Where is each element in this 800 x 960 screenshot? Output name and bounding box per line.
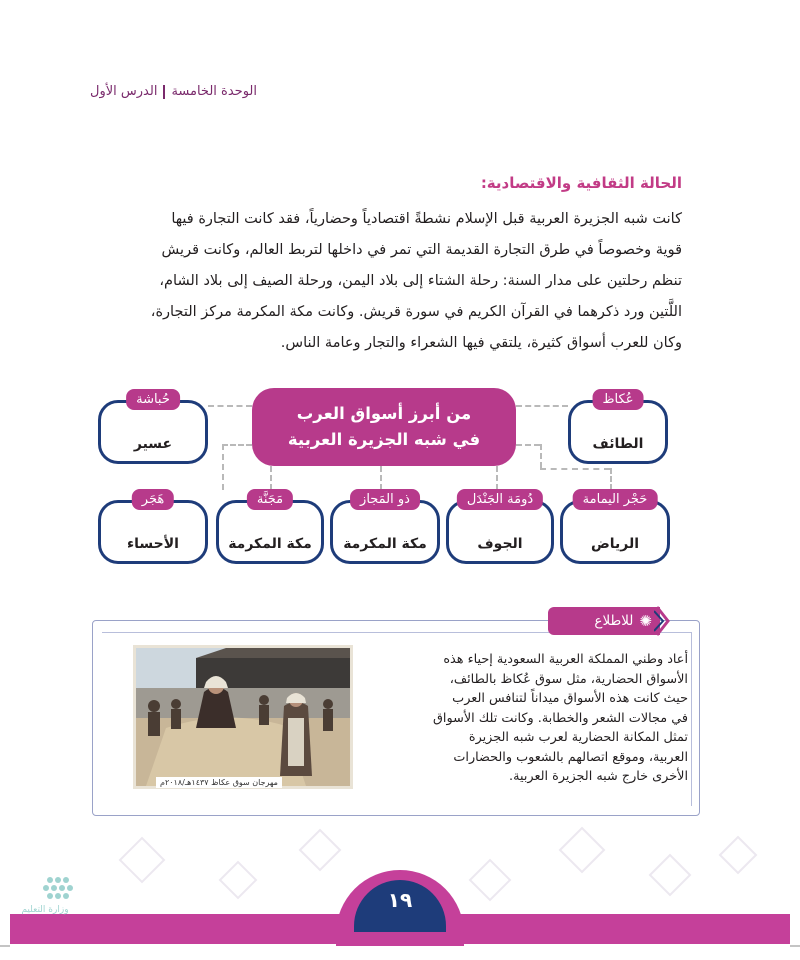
market-place: مكة المكرمة (343, 536, 427, 552)
connector-line (496, 466, 498, 490)
chevron-left-icon (654, 605, 670, 637)
market-place: الرياض (590, 536, 640, 552)
info-paragraph (372, 650, 688, 787)
body-line: تنظم رحلتين على مدار السنة: رحلة الشتاء إلى بلاد اليمن، ورحلة الصيف إلى بلاد الشام، (159, 273, 682, 289)
connector-line (270, 466, 272, 490)
body-line: اللَّتين ورد ذكرهما في القرآن الكريم في سورة قريش. وكانت مكة المكرمة مركز التجارة، (150, 304, 682, 320)
info-line: حيث كانت هذه الأسواق ميداناً لتنافس العرب (452, 691, 688, 706)
market-name: حَجْر اليمامة (573, 489, 658, 510)
footer-crop-marks (0, 938, 800, 960)
info-tab-label: للاطلاع (594, 613, 634, 629)
lesson-label: الدرس الأول (90, 84, 158, 99)
unit-label: الوحدة الخامسة (171, 84, 257, 99)
market-name: حُباشة (126, 389, 180, 410)
market-name: هَجَر (132, 489, 174, 510)
svg-text:وزارة التعليم: وزارة التعليم (21, 905, 69, 915)
info-line: في مجالات الشعر والخطابة. وكانت تلك الأسواق (433, 710, 688, 726)
market-card-dhul-majaz (330, 492, 440, 564)
market-card-majanna (216, 492, 324, 564)
connector-line (516, 444, 540, 446)
market-place: الجوف (477, 536, 523, 552)
info-line: الأخرى خارج شبه الجزيرة العربية. (509, 769, 688, 784)
photo-caption: مهرجان سوق عكاظ ١٤٣٧هـ/٢٠١٨م (156, 777, 282, 788)
breadcrumb (90, 84, 257, 99)
market-card-hubasha (98, 392, 208, 464)
market-card-okaz (568, 392, 668, 464)
info-line: أعاد وطني المملكة العربية السعودية إحياء هذه (443, 652, 688, 667)
body-paragraph (90, 204, 682, 359)
body-line: قوية وخصوصاً في طرق التجارة القديمة التي تمر في داخلها لتربط العالم، وكانت قريش (161, 242, 682, 258)
market-card-hajr-alyamama (560, 492, 670, 564)
connector-line (222, 444, 224, 490)
market-card-dumat-aljandal (446, 492, 554, 564)
center-title-line1: من أبرز أسواق العرب (296, 404, 472, 423)
body-line: كانت شبه الجزيرة العربية قبل الإسلام نشطةً اقتصادياً وحضارياً، فقد كانت التجارة فيها (171, 211, 682, 227)
market-name: دُومَة الجَنْدَل (457, 489, 543, 510)
connector-line (208, 405, 252, 407)
festival-photo (133, 645, 353, 789)
center-title-line2: في شبه الجزيرة العربية (287, 430, 481, 449)
connector-line (222, 444, 252, 446)
info-tab (548, 607, 660, 635)
section-title: الحالة الثقافية والاقتصادية: (480, 174, 682, 192)
market-name: عُكاظ (593, 389, 644, 410)
market-name: مَجَنَّة (247, 489, 293, 510)
breadcrumb-separator (163, 85, 165, 99)
ministry-logo-watermark (10, 868, 80, 928)
market-place: الطائف (592, 436, 644, 452)
connector-line (516, 405, 568, 407)
lightbulb-icon: ✺ (639, 612, 652, 630)
connector-line (380, 466, 382, 490)
info-line: العربية، وموقع اتصالهم بالشعوب والحضارات (453, 749, 688, 765)
connector-line (610, 468, 612, 490)
diagram-center-box (252, 388, 516, 466)
connector-line (540, 468, 610, 470)
market-place: عسير (133, 436, 173, 452)
market-name: ذو المَجاز (350, 489, 420, 510)
page-number: ١٩ (354, 880, 446, 932)
info-line: تمثل المكانة الحضارية لعرب شبه الجزيرة (468, 730, 688, 745)
market-place: الأحساء (127, 536, 179, 552)
info-line: الأسواق الحضارية، مثل سوق عُكاظ بالطائف، (449, 671, 688, 687)
market-place: مكة المكرمة (228, 536, 312, 552)
market-card-hajar (98, 492, 208, 564)
connector-line (540, 444, 542, 468)
body-line: وكان للعرب أسواق كثيرة، يلتقي فيها الشعراء والتجار وعامة الناس. (280, 335, 682, 351)
